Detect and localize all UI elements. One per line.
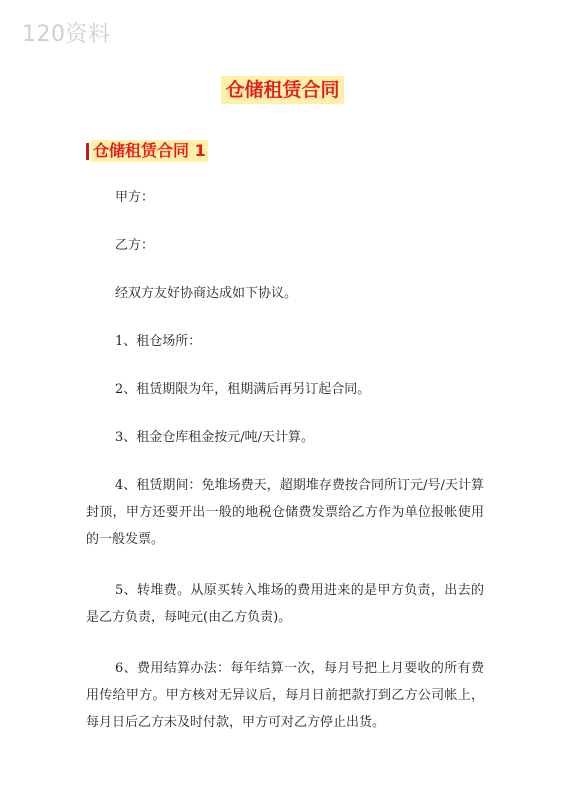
document-title-text: 仓储租赁合同 (221, 76, 343, 104)
clause-3: 3、租金仓库租金按元/吨/天计算。 (115, 430, 315, 445)
clause-4: 4、租赁期间：免堆场费天，超期堆存费按合同所订元/号/天计算封顶，甲方还要开出一般的地税仓储费发票给乙方作为单位报帐使用的一般发票。 (86, 478, 484, 547)
heading-marker (86, 143, 89, 160)
document-title (0, 76, 565, 104)
party-a-line: 甲方： (115, 190, 155, 205)
clause-6: 6、费用结算办法：每年结算一次，每月号把上月要收的所有费用传给甲方。甲方核对无异议后，每月日前把款打到乙方公司帐上，每月日后乙方未及时付款，甲方可对乙方停止出货。 (86, 661, 484, 730)
party-b-line: 乙方： (115, 238, 155, 253)
clause-1: 1、租仓场所： (115, 334, 202, 349)
clause-2: 2、租赁期限为年，租期满后再另订起合同。 (115, 382, 371, 397)
clause-5: 5、转堆费。从原买转入堆场的费用进来的是甲方负责，出去的是乙方负责，每吨元(由乙方负责)。 (86, 583, 484, 625)
section-heading (86, 140, 208, 162)
watermark-logo: 120资料 (22, 22, 111, 47)
document-body (86, 184, 484, 760)
section-heading-text: 仓储租赁合同 1 (93, 141, 206, 160)
agreement-intro: 经双方友好协商达成如下协议。 (115, 286, 298, 301)
